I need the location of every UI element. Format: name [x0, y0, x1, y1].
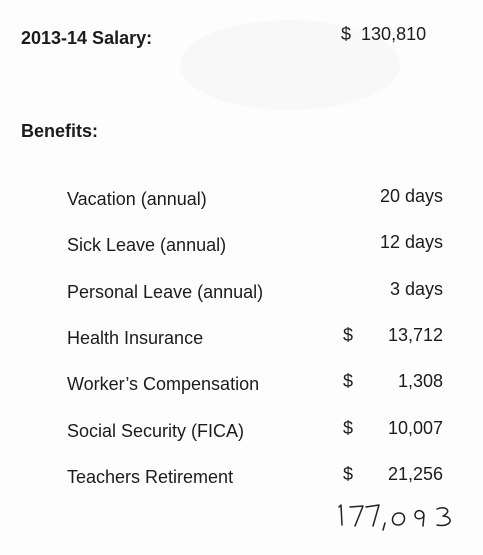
benefit-label-sick-leave: Sick Leave (annual) [67, 235, 227, 255]
benefit-amount-sick-leave: 12 days [379, 232, 443, 252]
benefit-label-teachers-retirement: Teachers Retirement [67, 467, 234, 487]
benefit-label-health-insurance: Health Insurance [67, 328, 204, 348]
benefit-amount-vacation: 20 days [379, 186, 443, 206]
benefit-amount-workers-compensation: 1,308 [397, 371, 443, 391]
benefit-currency-workers-compensation: $ [343, 371, 354, 391]
benefit-label-personal-leave: Personal Leave (annual) [67, 282, 264, 302]
benefit-amount-personal-leave: 3 days [389, 279, 443, 299]
handwritten-total [333, 495, 473, 535]
salary-amount: 130,810 [361, 24, 427, 44]
benefit-currency-social-security: $ [343, 418, 354, 438]
benefit-amount-health-insurance: 13,712 [387, 325, 443, 345]
benefit-amount-teachers-retirement: 21,256 [387, 464, 443, 484]
benefit-label-social-security: Social Security (FICA) [67, 421, 245, 441]
benefit-currency-teachers-retirement: $ [343, 464, 354, 484]
benefit-label-vacation: Vacation (annual) [67, 189, 207, 209]
salary-label: 2013-14 Salary: [21, 28, 153, 48]
salary-currency: $ [341, 24, 352, 44]
benefit-label-workers-compensation: Worker’s Compensation [67, 374, 260, 394]
handwritten-total-strokes [333, 495, 473, 535]
benefit-amount-social-security: 10,007 [387, 418, 443, 438]
benefits-heading: Benefits: [21, 121, 99, 141]
salary-value [341, 24, 426, 45]
benefit-currency-health-insurance: $ [343, 325, 354, 345]
